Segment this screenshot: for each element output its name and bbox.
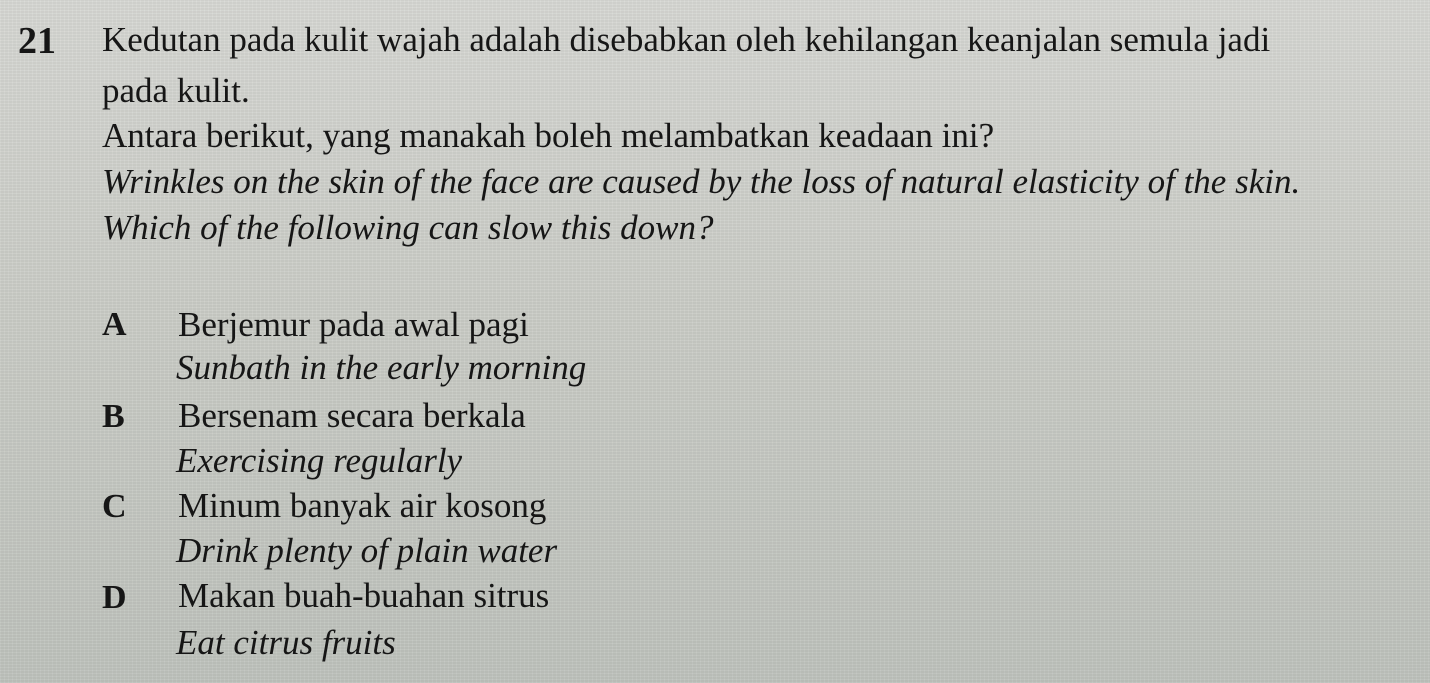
question-english-line-2: Which of the following can slow this down? — [102, 208, 714, 247]
option-b-english: Exercising regularly — [176, 441, 463, 480]
option-a-malay: Berjemur pada awal pagi — [178, 305, 529, 344]
option-b-letter: B — [102, 398, 125, 435]
question-malay-line-2: pada kulit. — [102, 71, 250, 110]
option-a-letter: A — [102, 306, 127, 343]
question-malay-line-1: Kedutan pada kulit wajah adalah disebabkan oleh kehilangan keanjalan semula jadi — [102, 20, 1271, 59]
option-c-malay: Minum banyak air kosong — [178, 486, 547, 525]
option-d-english: Eat citrus fruits — [176, 623, 396, 662]
option-a-english: Sunbath in the early morning — [176, 348, 587, 387]
option-c-letter: C — [102, 488, 127, 525]
question-english-line-1: Wrinkles on the skin of the face are caused by the loss of natural elasticity of the skin. — [102, 162, 1301, 201]
option-d-letter: D — [102, 579, 127, 616]
question-number: 21 — [18, 20, 56, 62]
option-d-malay: Makan buah-buahan sitrus — [178, 576, 550, 615]
option-b-malay: Bersenam secara berkala — [178, 396, 526, 435]
question-malay-line-3: Antara berikut, yang manakah boleh melambatkan keadaan ini? — [102, 116, 995, 155]
option-c-english: Drink plenty of plain water — [176, 531, 558, 570]
